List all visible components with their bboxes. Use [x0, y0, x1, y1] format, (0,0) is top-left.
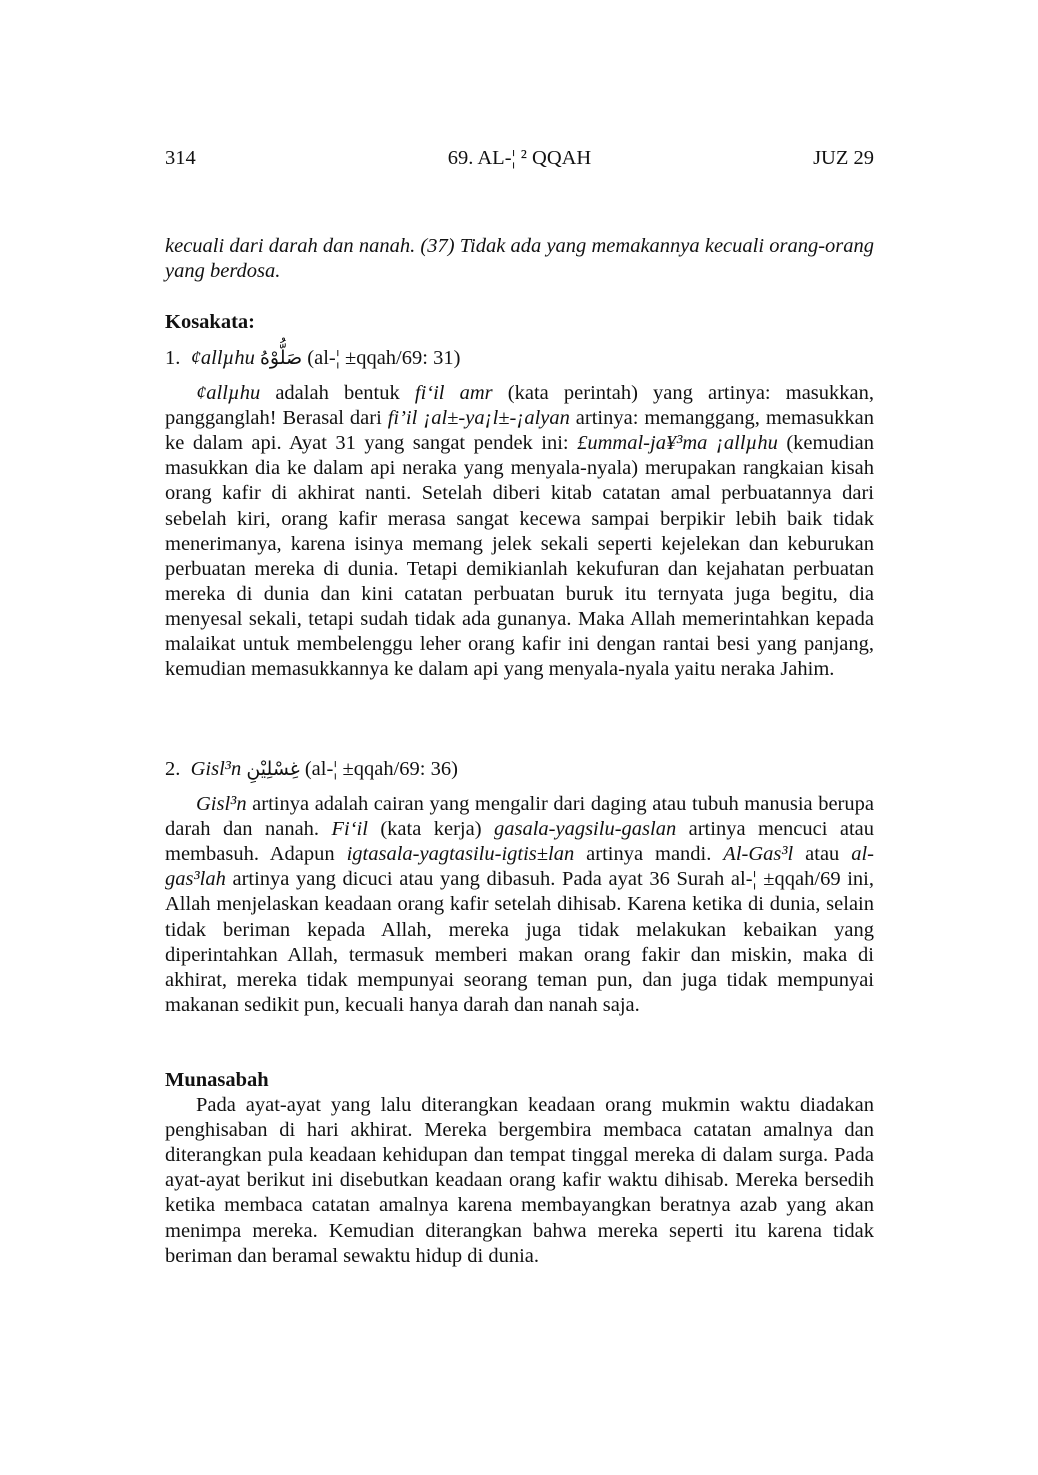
text-run: Pada ayat-ayat yang lalu diterangkan keadaan orang mukmin waktu diadakan penghisaban di hari akhirat. Mereka bergembira membaca catatan amalnya dan diterangkan pula keadaan kehidupan dan tempat tinggal mereka di dalam surga. Pada ayat-ayat berikut ini disebutkan keadaan orang kafir waktu dihisab. Mereka bersedih ketika membaca catatan amalnya karena membayangkan beratnya azab yang akan menimpa mereka. Kemudian diterangkan bahwa mereka seperti itu karena tidak beriman dan beramal sewaktu hidup di dunia.	[165, 1094, 874, 1267]
italic-term: fi‘il amr	[414, 382, 493, 405]
text-run: (kemudian masukkan dia ke dalam api neraka yang menyala-nyala) merupakan rangkaian kisah orang kafir di akhirat nanti. Setelah diberi kitab catatan amal perbuatannya dari sebelah kiri, orang kafir merasa sangat kecewa sampai berpikir lebih baik tidak menerimanya, karena isinya memang jelek sekali seperti kejelekan dan keburukan perbuatan mereka di dunia. Tetapi demikianlah kekufuran dan kejahatan perbuatan mereka di dunia dan kini catatan perbuatan buruk itu ternyata juga begitu, dia menyesal sekali, tetapi sudah tidak ada gunanya. Maka Allah memerintahkan kepada malaikat untuk membelenggu leher orang kafir ini dengan rantai besi yang panjang, kemudian memasukkannya ke dalam api yang menyala-nyala yaitu neraka Jahim.	[165, 432, 874, 681]
vocab-explanation	[165, 381, 874, 682]
juz-label: JUZ 29	[813, 147, 874, 169]
verse-translation	[165, 234, 874, 284]
italic-term: gasala-yagsilu-gaslan	[493, 818, 677, 841]
text-run: (kata perintah) yang artinya: masukkan, pangganglah! Berasal dari	[165, 382, 874, 430]
kosakata-heading: Kosakata:	[165, 311, 255, 333]
text-run: atau	[793, 843, 852, 866]
arabic-term: صَلُّوْهُ	[259, 347, 303, 369]
term: Gisl³n	[190, 758, 242, 780]
italic-term: Al-Gas³l	[723, 843, 794, 866]
munasabah-section	[165, 1068, 874, 1269]
vocab-explanation	[165, 792, 874, 1018]
text-run: (kata kerja)	[367, 818, 494, 841]
munasabah-heading: Munasabah	[165, 1069, 269, 1091]
italic-term: fi’il ¡al±-ya¡l±-¡alyan	[387, 407, 570, 430]
vocab-item-1	[165, 346, 874, 682]
text-run: artinya: memanggang, memasukkan ke dalam api. Ayat 31 yang sangat pendek ini:	[165, 407, 875, 455]
term: ¢allµhu	[190, 347, 255, 369]
text-run: artinya mandi.	[574, 843, 724, 866]
intro-paragraph	[165, 234, 874, 284]
chapter-title: 69. AL-¦ ² QQAH	[447, 147, 592, 169]
italic-term: Fi‘il	[331, 818, 368, 841]
vocab-term-line	[165, 346, 874, 371]
vocab-term-line	[165, 757, 874, 782]
italic-term: ¢allµhu	[196, 382, 261, 405]
text-run: artinya adalah cairan yang mengalir dari daging atau tubuh manusia berupa darah dan nanah.	[165, 793, 874, 841]
item-number: 1.	[165, 347, 181, 369]
italic-term: igtasala-yagtasilu-igtis±lan	[346, 843, 575, 866]
reference: (al-¦ ±qqah/69: 36)	[304, 758, 458, 780]
italic-term: Gisl³n	[196, 793, 247, 816]
italic-term: kecuali dari darah dan nanah. (37) Tidak ada yang memakannya kecuali orang-orang yang berdosa.	[165, 235, 874, 283]
arabic-term: غِسْلِيْنِ	[246, 758, 300, 780]
italic-term: al-gas³lah	[165, 843, 874, 891]
item-number: 2.	[165, 758, 181, 780]
vocab-item-2	[165, 757, 874, 1018]
page-number: 314	[165, 147, 196, 169]
text-run: artinya yang dicuci atau yang dibasuh. Pada ayat 36 Surah al-¦ ±qqah/69 ini, Allah menjelaskan keadaan orang kafir setelah dihisab. Karena ketika di dunia, selain tidak beriman kepada Allah, mereka juga tidak melakukan kebaikan yang diperintahkan Allah, termasuk memberi makan orang fakir dan miskin, maka di akhirat, mereka tidak mempunyai seorang teman pun, dan juga tidak mempunyai makanan sedikit pun, kecuali hanya darah dan nanah saja.	[165, 868, 874, 1016]
reference: (al-¦ ±qqah/69: 31)	[307, 347, 461, 369]
munasabah-paragraph	[165, 1093, 874, 1269]
text-run: artinya mencuci atau membasuh. Adapun	[165, 818, 874, 866]
running-header	[165, 146, 874, 172]
text-run: adalah bentuk	[260, 382, 415, 405]
italic-term: £ummal-ja¥³ma ¡allµhu	[577, 432, 778, 455]
